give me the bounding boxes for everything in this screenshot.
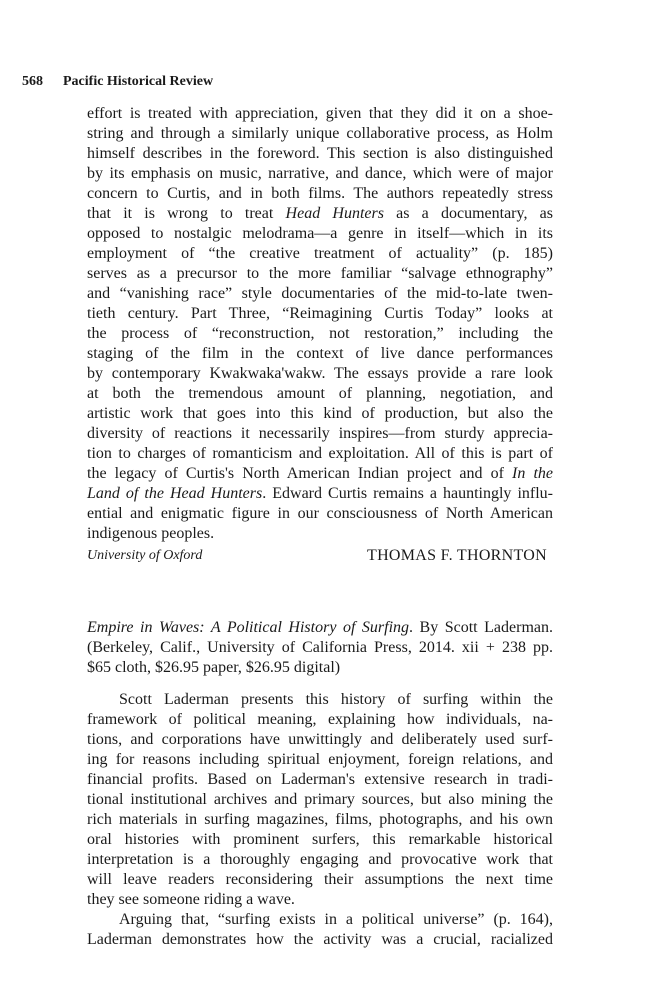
text-line: diversity of reactions it necessarily inspires—from sturdy apprecia-: [87, 425, 553, 442]
text-line: [87, 618, 553, 638]
book-citation: [87, 618, 553, 678]
text-line: they see someone riding a wave.: [87, 891, 295, 908]
text-line: ential and enigmatic figure in our consciousness of North American: [87, 505, 553, 522]
text-line: himself describes in the foreword. This section is also distinguished: [87, 145, 553, 162]
journal-title: Pacific Historical Review: [63, 74, 214, 89]
text-line: artistic work that goes into this kind of production, but also the: [87, 405, 553, 422]
text-line: tional institutional archives and primary sources, but also mining the: [87, 791, 553, 808]
text-line: Scott Laderman presents this history of surfing within the: [119, 691, 553, 708]
text-line: [87, 484, 553, 504]
text-line: employment of “the creative treatment of actuality” (p. 185): [87, 245, 553, 262]
text-fragment: as a documentary, as: [396, 205, 554, 222]
text-line: by its emphasis on music, narrative, and dance, which were of major: [87, 165, 553, 182]
text-fragment: . Edward Curtis remains a hauntingly influ-: [262, 485, 553, 502]
text-line: framework of political meaning, explaining how individuals, na-: [87, 711, 553, 728]
text-line: indigenous peoples.: [87, 525, 215, 542]
text-fragment: the legacy of Curtis's North American Indian project and of: [87, 465, 504, 482]
page-content: [87, 104, 553, 950]
text-line: string and through a similarly unique collaborative process, as Holm: [87, 125, 553, 142]
spacer: [87, 678, 553, 690]
running-head: [22, 74, 213, 90]
text-fragment: that it is wrong to treat: [87, 205, 274, 222]
book-byline: . By Scott Laderman.: [409, 619, 553, 636]
text-line: the process of “reconstruction, not restoration,” including the: [87, 325, 553, 342]
text-line: staging of the film in the context of live dance performances: [87, 345, 553, 362]
text-line: oral histories with prominent surfers, this remarkable historical: [87, 831, 553, 848]
text-line: and “vanishing race” style documentaries of the mid-to-late twen-: [87, 285, 553, 302]
text-line: serves as a precursor to the more familiar “salvage ethnography”: [87, 265, 553, 282]
review1-paragraph: [87, 104, 553, 544]
text-line: Arguing that, “surfing exists in a political universe” (p. 164),: [119, 911, 553, 928]
review2-paragraph: [87, 910, 553, 950]
text-line: [87, 464, 553, 484]
text-line: rich materials in surfing magazines, films, photographs, and his own: [87, 811, 553, 828]
reviewer-name: THOMAS F. THORNTON: [367, 547, 547, 564]
text-line: tieth century. Part Three, “Reimagining Curtis Today” looks at: [87, 305, 553, 322]
text-line: opposed to nostalgic melodrama—a genre in itself—which in its: [87, 225, 553, 242]
page-number: 568: [22, 74, 43, 89]
text-line: [87, 204, 553, 224]
text-line: will leave readers reconsidering their assumptions the next time: [87, 871, 553, 888]
film-title: Head Hunters: [285, 205, 384, 222]
text-line: ing for reasons including spiritual enjoyment, foreign relations, and: [87, 751, 553, 768]
text-line: at both the tremendous amount of planning, negotiation, and: [87, 385, 553, 402]
film-title: In the: [512, 465, 553, 482]
text-line: $65 cloth, $26.95 paper, $26.95 digital): [87, 659, 341, 676]
text-line: tions, and corporations have unwittingly and deliberately used surf-: [87, 731, 553, 748]
text-line: interpretation is a thoroughly engaging and provocative work that: [87, 851, 553, 868]
text-line: by contemporary Kwakwaka'wakw. The essays provide a rare look: [87, 365, 553, 382]
text-line: effort is treated with appreciation, given that they did it on a shoe-: [87, 105, 553, 122]
book-title: Empire in Waves: A Political History of Surfing: [87, 619, 410, 636]
review2-paragraph: [87, 690, 553, 910]
text-line: tion to charges of romanticism and exploitation. All of this is part of: [87, 445, 553, 462]
text-line: concern to Curtis, and in both films. The authors repeatedly stress: [87, 185, 553, 202]
text-line: financial profits. Based on Laderman's extensive research in tradi-: [87, 771, 553, 788]
review-signature: [87, 546, 553, 566]
text-line: (Berkeley, Calif., University of California Press, 2014. xii + 238 pp.: [87, 639, 553, 656]
text-line: Laderman demonstrates how the activity was a crucial, racialized: [87, 931, 553, 948]
film-title: Land of the Head Hunters: [87, 485, 263, 502]
reviewer-affiliation: University of Oxford: [87, 548, 203, 563]
